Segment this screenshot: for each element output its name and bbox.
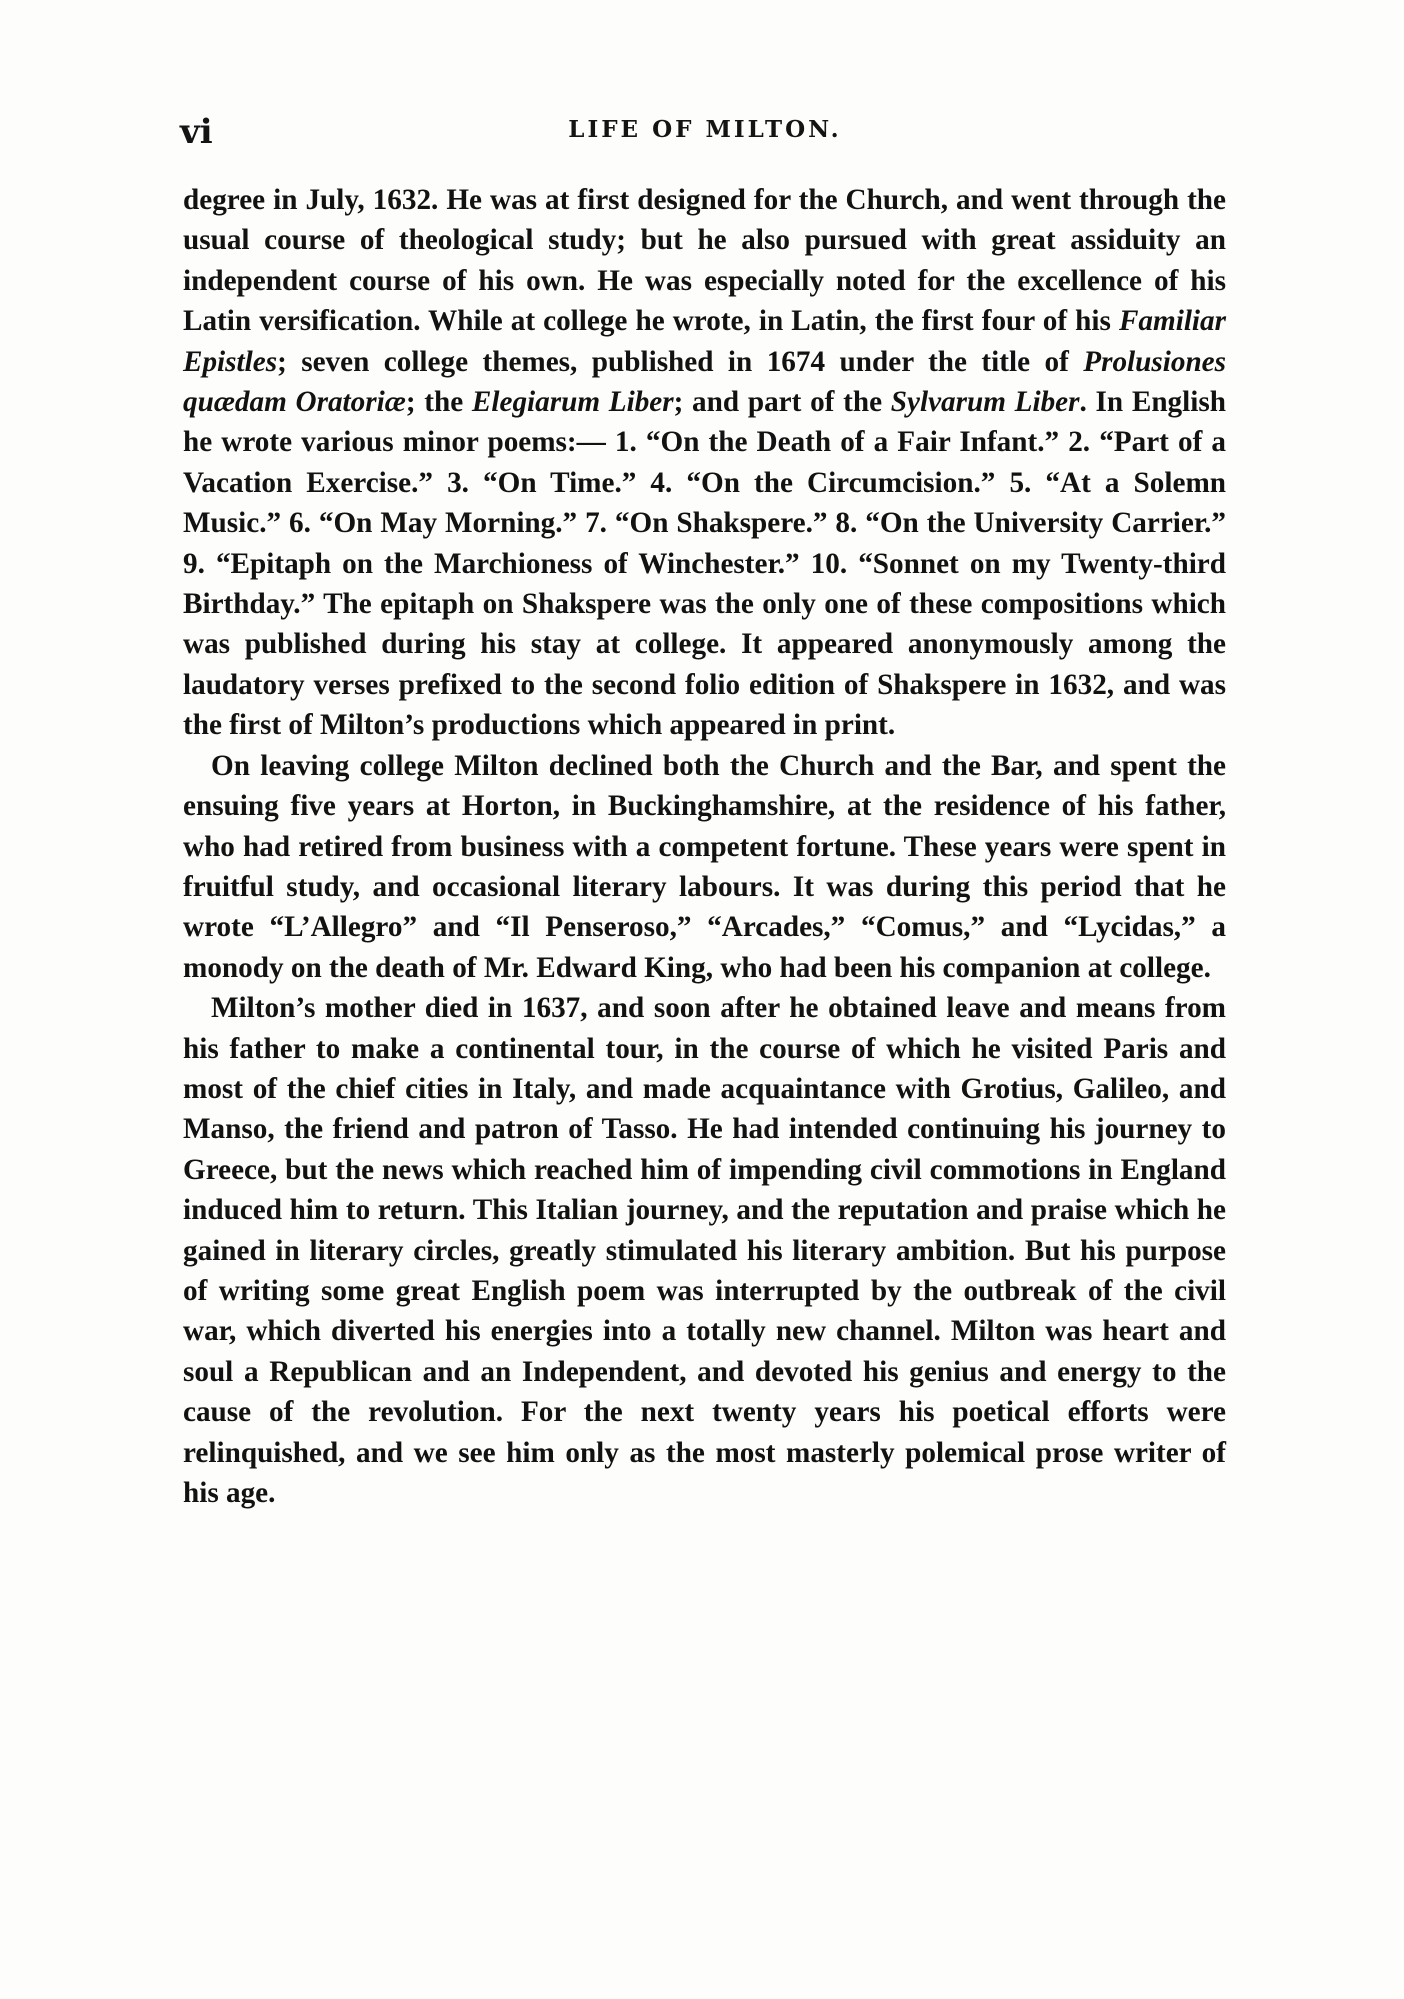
paragraph-3: Milton’s mother died in 1637, and soon after he obtained leave and means from his father to make a continental tour, in the course of which he visited Paris and most of the chief cities in Italy, and made acquaintance with Grotius, Galileo, and Manso, the friend and patron of Tasso. He had intended continuing his journey to Greece, but the news which reached him of impending civil commotions in England induced him to return. This Italian journey, and the reputation and praise which he gained in literary circles, greatly stimulated his literary ambition. But his purpose of writing some great English poem was interrupted by the outbreak of the civil war, which diverted his energies into a totally new channel. Milton was heart and soul a Republican and an Independent, and devoted his genius and energy to the cause of the revolution. For the next twenty years his poetical efforts were relinquished, and we see him only as the most masterly polemical prose writer of his age.: [183, 992, 1226, 1509]
paragraph-1-text-b: ; seven college themes, published in 1674 under the title of: [277, 345, 1084, 378]
body-text: [183, 180, 1226, 1513]
paragraph-1-text-c: ; the: [405, 386, 472, 419]
title-familiar-epistles: Familiar Epistles: [183, 305, 1226, 378]
paragraph-1-text-a: degree in July, 1632. He was at first designed for the Church, and went through the usual course of theological study; but he also pursued with great assiduity an independent course of his own. He was especially noted for the excellence of his Latin versification. While at college he wrote, in Latin, the first four of his: [183, 184, 1226, 338]
running-title: LIFE OF MILTON.: [568, 116, 842, 143]
page-header: [180, 112, 1230, 152]
title-elegiarum-liber: Elegiarum Liber: [471, 386, 674, 419]
paragraph-1-text-e: . In English he wrote various minor poems:— 1. “On the Death of a Fair Infant.” 2. “Part of a Vacation Exercise.” 3. “On Time.” 4. “On the Circumcision.” 5. “At a Solemn Music.” 6. “On May Morning.” 7. “On Shakspere.” 8. “On the University Carrier.” 9. “Epitaph on the Marchioness of Winchester.” 10. “Sonnet on my Twenty-third Birthday.” The epitaph on Shakspere was the only one of these compositions which was published during his stay at college. It appeared anonymously among the laudatory verses prefixed to the second folio edition of Shakspere in 1632, and was the first of Milton’s productions which appeared in print.: [183, 386, 1226, 742]
paragraph-2: On leaving college Milton declined both the Church and the Bar, and spent the ensuing five years at Horton, in Buckinghamshire, at the residence of his father, who had retired from business with a competent fortune. These years were spent in fruitful study, and occasional literary labours. It was during this period that he wrote “L’Allegro” and “Il Penseroso,” “Arcades,” “Comus,” and “Lycidas,” a monody on the death of Mr. Edward King, who had been his companion at college.: [183, 749, 1226, 984]
paragraph-1: [183, 180, 1226, 746]
page-number: vi: [180, 112, 213, 152]
paragraph-1-text-d: ; and part of the: [673, 386, 891, 419]
title-prolusiones: Prolusiones quædam Oratoriæ: [183, 345, 1226, 419]
title-sylvarum-liber: Sylvarum Liber: [890, 386, 1080, 419]
